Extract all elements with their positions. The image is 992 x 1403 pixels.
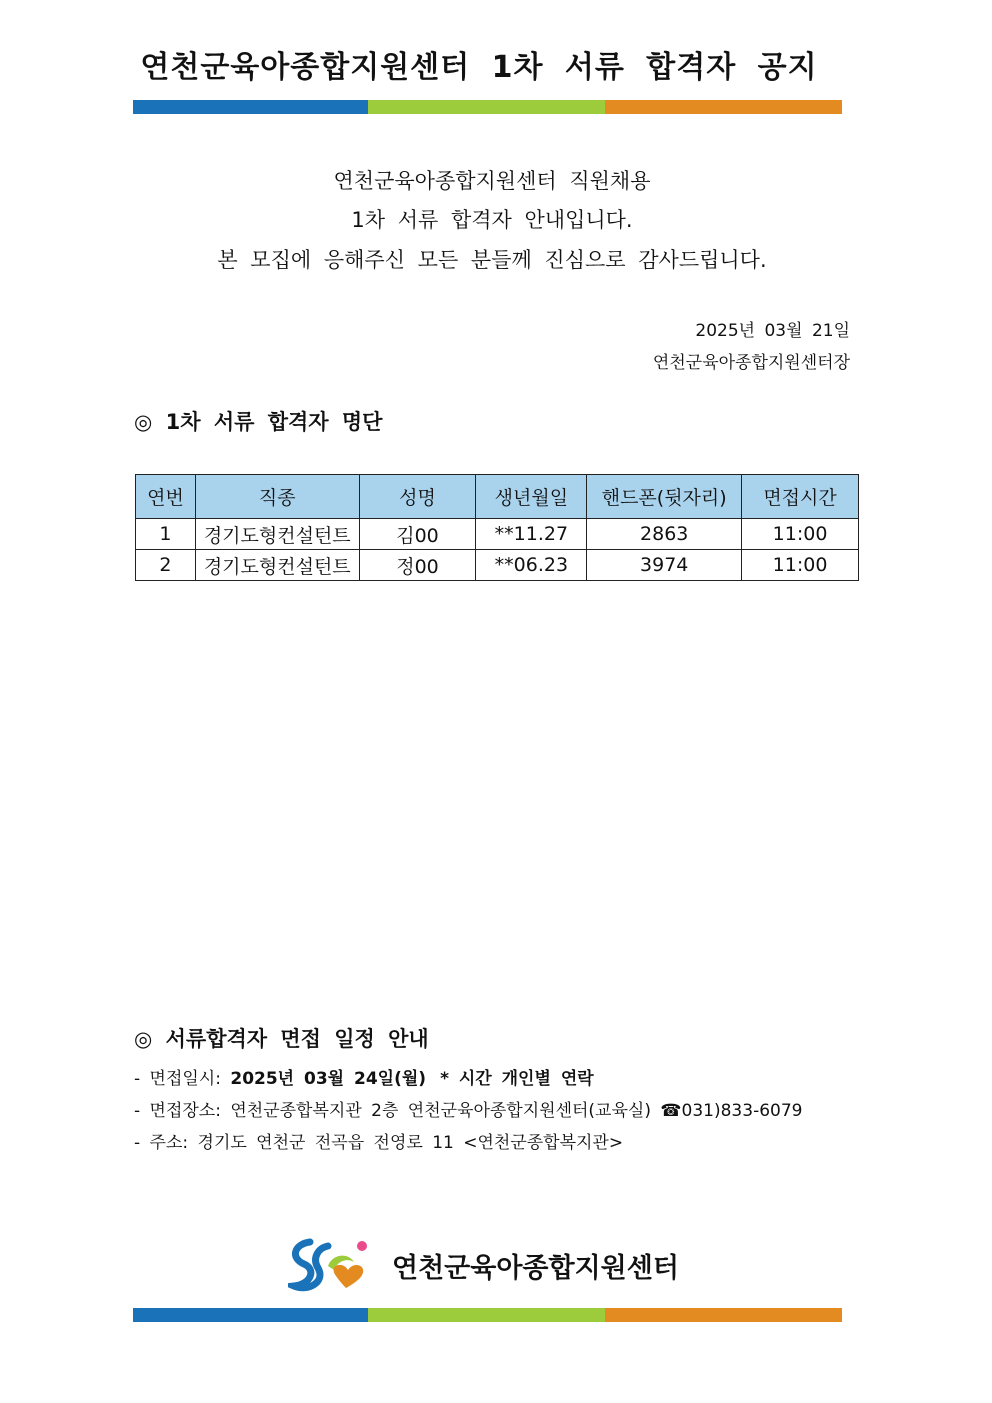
intro-line-3: 본 모집에 응해주신 모든 분들께 진심으로 감사드립니다. [217, 248, 767, 272]
cell-birthdate: **11.27 [476, 519, 587, 550]
schedule-place-value: 연천군종합복지관 2층 연천군육아종합지원센터(교육실) [230, 1101, 651, 1121]
schedule-date-value: 2025년 03월 24일(월) [230, 1069, 427, 1089]
top-color-band [133, 100, 842, 114]
cell-job: 경기도형컨설턴트 [195, 550, 359, 581]
cell-phone: 3974 [587, 550, 742, 581]
cell-job: 경기도형컨설턴트 [195, 519, 359, 550]
table-row [136, 550, 859, 581]
cell-birthdate: **06.23 [476, 550, 587, 581]
schedule-date-line [134, 1064, 594, 1089]
page-title: 연천군육아종합지원센터 1차 서류 합격자 공지 [140, 50, 818, 85]
header-interview-time: 면접시간 [742, 475, 859, 519]
intro-line-2: 1차 서류 합격자 안내입니다. [351, 208, 633, 232]
schedule-place-line [134, 1096, 802, 1121]
header-birthdate: 생년월일 [476, 475, 587, 519]
applicant-table [135, 474, 859, 581]
band-segment-orange [605, 100, 842, 114]
header-job: 직종 [195, 475, 359, 519]
notice-date: 2025년 03월 21일 [695, 321, 850, 341]
schedule-place-label: - 면접장소: [134, 1101, 231, 1121]
section-title-schedule: ◎ 서류합격자 면접 일정 안내 [134, 1027, 429, 1051]
footer-org-name: 연천군육아종합지원센터 [392, 1253, 679, 1284]
band-segment-green [368, 100, 605, 114]
signature: 연천군육아종합지원센터장 [652, 353, 850, 373]
section-title-roster: ◎ 1차 서류 합격자 명단 [134, 410, 383, 434]
band-segment-blue [133, 100, 368, 114]
cell-interview-time: 11:00 [742, 550, 859, 581]
header-number: 연번 [136, 475, 196, 519]
cell-number: 2 [136, 550, 196, 581]
band-segment-blue [133, 1308, 368, 1322]
cell-name: 김00 [359, 519, 476, 550]
center-logo-icon [288, 1236, 374, 1292]
logo-blue-swoosh [294, 1242, 328, 1288]
table-header-row [136, 475, 859, 519]
band-segment-green [368, 1308, 605, 1322]
intro-line-1: 연천군육아종합지원센터 직원채용 [333, 169, 651, 193]
cell-number: 1 [136, 519, 196, 550]
bottom-color-band [133, 1308, 842, 1322]
table-row [136, 519, 859, 550]
header-name: 성명 [359, 475, 476, 519]
schedule-address-label: - 주소: [134, 1133, 198, 1153]
schedule-phone: ☎031)833-6079 [660, 1101, 803, 1121]
header-phone: 핸드폰(뒷자리) [587, 475, 742, 519]
cell-phone: 2863 [587, 519, 742, 550]
band-segment-orange [605, 1308, 842, 1322]
schedule-date-label: - 면접일시: [134, 1069, 231, 1089]
logo-orange-heart [334, 1265, 364, 1288]
schedule-address-line [134, 1128, 623, 1153]
schedule-date-note: * 시간 개인별 연락 [440, 1069, 594, 1089]
logo-pink-dot [357, 1241, 367, 1251]
cell-name: 정00 [359, 550, 476, 581]
schedule-address-value: 경기도 연천군 전곡읍 전영로 11 <연천군종합복지관> [197, 1133, 624, 1153]
cell-interview-time: 11:00 [742, 519, 859, 550]
